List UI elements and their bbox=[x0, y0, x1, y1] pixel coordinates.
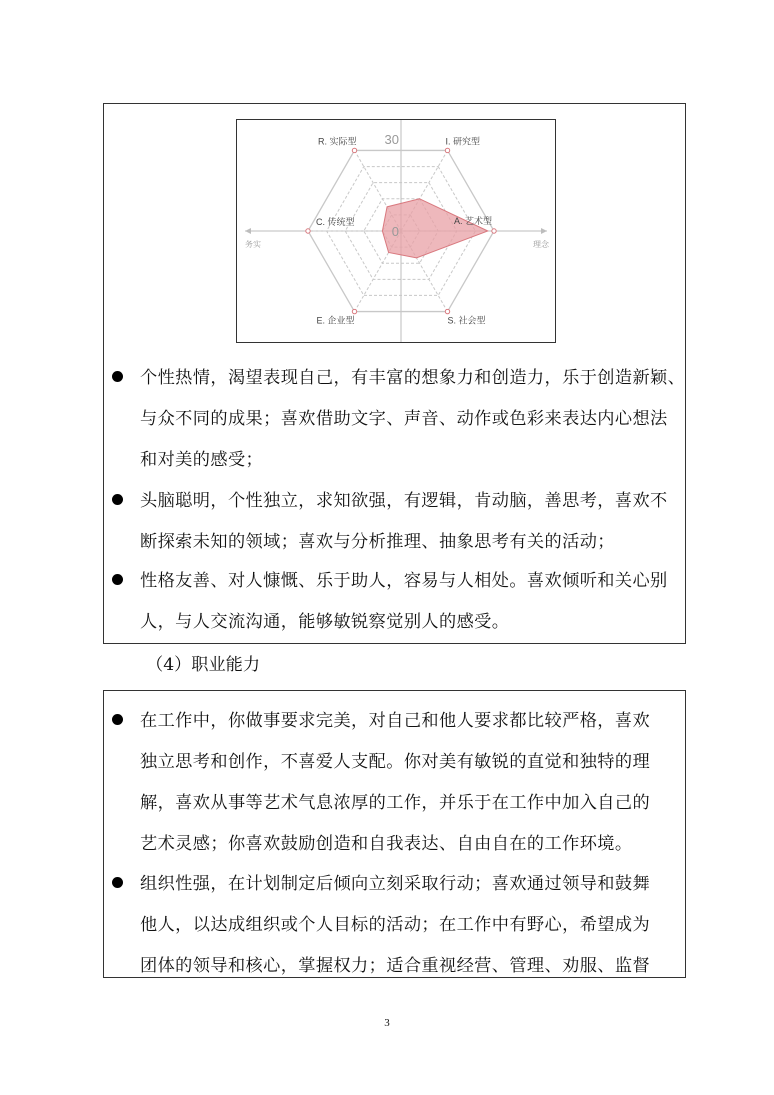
left-arrow bbox=[245, 228, 251, 234]
axis-label: S. 社会型 bbox=[447, 315, 486, 326]
radar-svg bbox=[237, 120, 555, 342]
vertex-marker bbox=[352, 148, 356, 152]
bullet-text-line: 艺术灵感；你喜欢鼓励创造和自我表达、自由自在的工作环境。 bbox=[140, 834, 633, 854]
axis-label: I. 研究型 bbox=[445, 136, 481, 147]
axis-label: A. 艺术型 bbox=[453, 216, 492, 226]
bullet-text-line: 与众不同的成果；喜欢借助文字、声音、动作或色彩来表达内心想法 bbox=[140, 409, 668, 429]
vertex-marker bbox=[306, 229, 310, 233]
bullet-text-line: 解，喜欢从事等艺术气息浓厚的工作，并乐于在工作中加入自己的 bbox=[140, 793, 651, 813]
bullet-dot bbox=[112, 714, 123, 725]
scale-min-label: 0 bbox=[391, 224, 399, 239]
bullet-text-line: 人，与人交流沟通，能够敏锐察觉别人的感受。 bbox=[140, 612, 510, 632]
bullet-text-line: 在工作中，你做事要求完美，对自己和他人要求都比较严格，喜欢 bbox=[140, 711, 651, 731]
bullet-dot bbox=[112, 574, 123, 585]
bullet-text-line: 和对美的感受； bbox=[140, 450, 264, 470]
bullet-text-line: 独立思考和创作，不喜爱人支配。你对美有敏锐的直觉和独特的理 bbox=[140, 752, 651, 772]
vertex-marker bbox=[445, 309, 449, 313]
bullet-text-line: 头脑聪明，个性独立，求知欲强，有逻辑，肯动脑，善思考，喜欢不 bbox=[140, 491, 668, 511]
bullet-dot bbox=[112, 494, 123, 505]
axis-label: E. 企业型 bbox=[316, 315, 355, 326]
vertex-marker bbox=[445, 148, 449, 152]
axis-label: C. 传统型 bbox=[316, 217, 355, 227]
vertex-marker bbox=[352, 309, 356, 313]
bullet-text-line: 个性热情，渴望表现自己，有丰富的想象力和创造力，乐于创造新颖、 bbox=[140, 368, 686, 388]
bullet-text-line: 组织性强，在计划制定后倾向立刻采取行动；喜欢通过领导和鼓舞 bbox=[140, 874, 651, 894]
scale-max-label: 30 bbox=[384, 132, 399, 147]
radar-chart bbox=[236, 119, 556, 343]
axis-label: R. 实际型 bbox=[317, 136, 357, 147]
side-label-right: 理念 bbox=[533, 240, 549, 249]
bullet-dot bbox=[112, 371, 123, 382]
side-label-left: 务实 bbox=[245, 240, 261, 249]
vertex-marker bbox=[492, 229, 496, 233]
page-number: 3 bbox=[384, 1017, 390, 1029]
section-heading: （4）职业能力 bbox=[146, 655, 261, 675]
bullet-text-line: 性格友善、对人慷慨、乐于助人，容易与人相处。喜欢倾听和关心别 bbox=[140, 571, 668, 591]
right-arrow bbox=[541, 228, 547, 234]
bullet-text-line: 团体的领导和核心，掌握权力；适合重视经营、管理、劝服、监督 bbox=[140, 956, 651, 976]
bullet-text-line: 断探索未知的领域；喜欢与分析推理、抽象思考有关的活动； bbox=[140, 532, 615, 552]
bullet-dot bbox=[112, 877, 123, 888]
bullet-text-line: 他人，以达成组织或个人目标的活动；在工作中有野心，希望成为 bbox=[140, 915, 651, 935]
